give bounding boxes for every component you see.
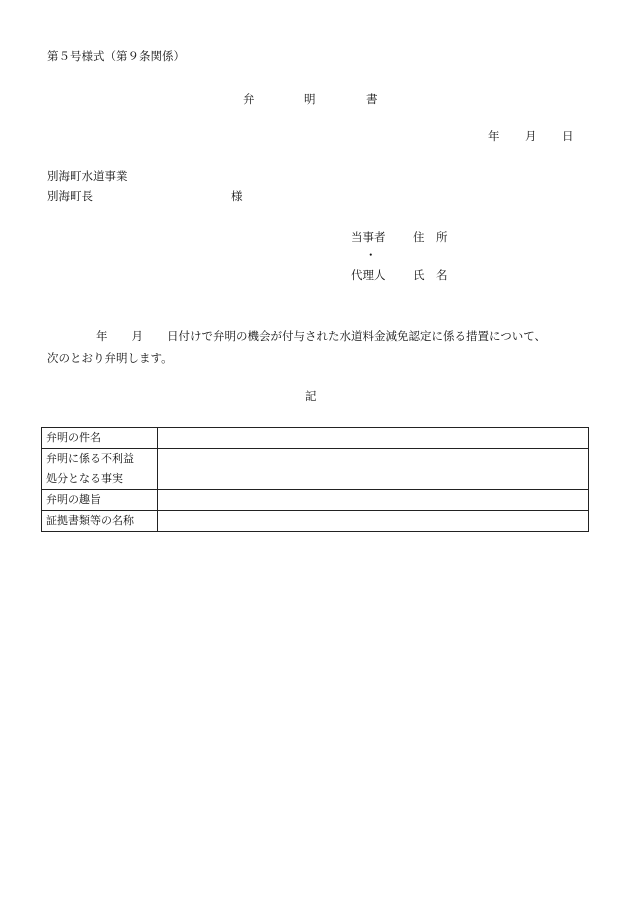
- form-number: 第５号様式（第９条関係）: [47, 49, 185, 63]
- row-label-disadvantage-fact: 弁明に係る不利益 処分となる事実: [42, 449, 158, 490]
- body-line-1: [36, 325, 586, 347]
- row-value-subject[interactable]: [158, 428, 589, 449]
- party-role-1: 当事者: [351, 230, 386, 244]
- date-day: 日: [562, 129, 574, 143]
- ki-heading: 記: [305, 389, 317, 403]
- title-char-1: 弁: [243, 92, 255, 106]
- body-year: 年: [96, 329, 108, 343]
- title-char-2: 明: [304, 92, 316, 106]
- date-month: 月: [525, 129, 537, 143]
- row-value-disadvantage-fact[interactable]: [158, 449, 589, 490]
- addressee-honorific: 様: [231, 189, 243, 203]
- party-role-2: 代理人: [351, 268, 386, 282]
- table-row: [42, 428, 589, 449]
- addressee-org: 別海町水道事業: [47, 169, 128, 183]
- party-name-label: 氏 名: [413, 268, 448, 282]
- body-paragraph: [36, 325, 586, 369]
- row-value-evidence[interactable]: [158, 511, 589, 532]
- party-separator-dot: ・: [365, 248, 377, 262]
- party-address-label: 住 所: [413, 230, 448, 244]
- row-label-evidence: 証拠書類等の名称: [42, 511, 158, 532]
- table-row: [42, 449, 589, 490]
- date-year: 年: [488, 129, 500, 143]
- row-label-purpose: 弁明の趣旨: [42, 490, 158, 511]
- row-value-purpose[interactable]: [158, 490, 589, 511]
- body-line-2: 次のとおり弁明します。: [47, 351, 173, 365]
- table-row: [42, 511, 589, 532]
- table-row: [42, 490, 589, 511]
- addressee-title: 別海町長: [47, 189, 93, 203]
- row-label-subject: 弁明の件名: [42, 428, 158, 449]
- details-table: [41, 427, 589, 532]
- body-line-1-rest: 日付けで弁明の機会が付与された水道料金減免認定に係る措置について、: [167, 329, 547, 343]
- title-char-3: 書: [366, 92, 378, 106]
- body-month: 月: [131, 329, 143, 343]
